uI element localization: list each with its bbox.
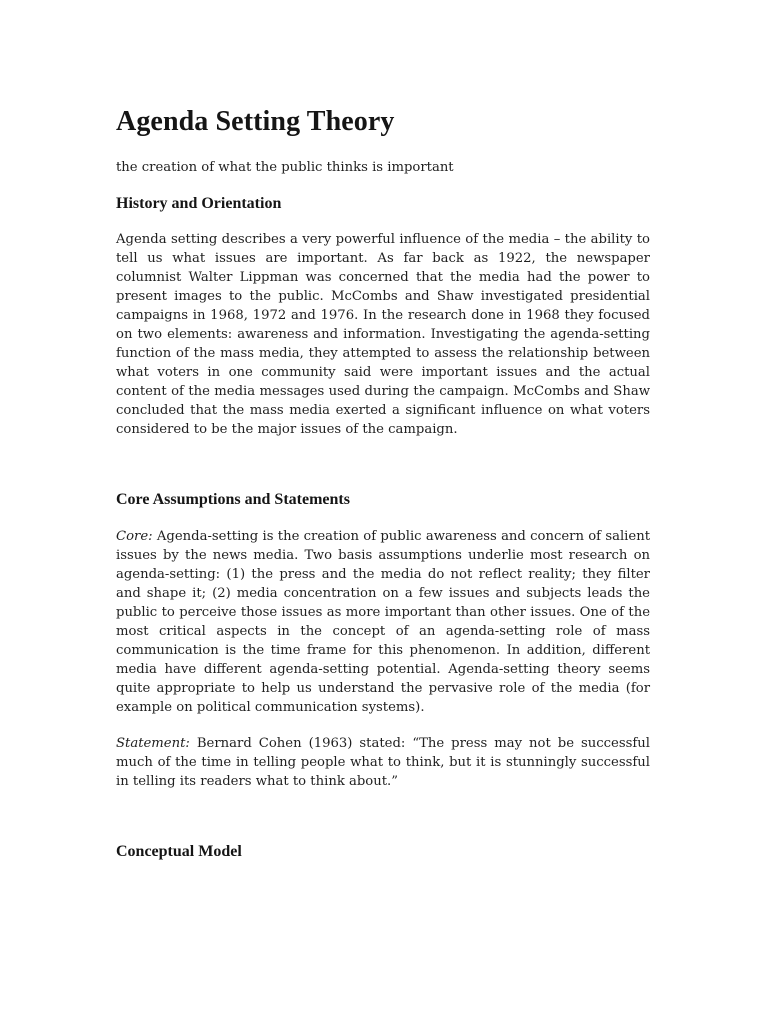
statement-text: Bernard Cohen (1963) stated: “The press may not be successful much of the time in telling people what to think, but it is stunningly successful in telling its readers what to think about.” (116, 736, 650, 789)
history-paragraph: Agenda setting describes a very powerful influence of the media – the ability to tell us what issues are important. As far back as 1922, the newspaper columnist Walter Lippman was concerned that the media had the power to present images to the public. McCombs and Shaw investigated presidential campaigns in 1968, 1972 and 1976. In the research done in 1968 they focused on two elements: awareness and information. Investigating the agenda-setting function of the mass media, they attempted to assess the relationship between what voters in one community said were important issues and the actual content of the media messages used during the campaign. McCombs and Shaw concluded that the mass media exerted a significant influence on what voters considered to be the major issues of the campaign. (116, 232, 650, 437)
section-heading-conceptual-model: Conceptual Model (116, 843, 242, 860)
core-text: Agenda-setting is the creation of public awareness and concern of salient issues by the news media. Two basis assumptions underlie most research on agenda-setting: (1) the press and the media do not reflect reality; they filter and shape it; (2) media concentration on a few issues and subjects leads the public to perceive those issues as more important than other issues. One of the most critical aspects in the concept of an agenda-setting role of mass communication is the time frame for this phenomenon. In addition, different media have different agenda-setting potential. Agenda-setting theory seems quite appropriate to help us understand the pervasive role of the media (for example on political communication systems). (116, 529, 650, 715)
document-subtitle: the creation of what the public thinks is important (116, 160, 454, 175)
document-page (116, 104, 650, 862)
section-heading-history: History and Orientation (116, 195, 282, 212)
section-heading-core-assumptions: Core Assumptions and Statements (116, 491, 350, 508)
statement-paragraph (116, 734, 650, 791)
document-title: Agenda Setting Theory (116, 106, 395, 137)
core-label: Core: (116, 529, 153, 544)
core-paragraph (116, 527, 650, 717)
statement-label: Statement: (116, 736, 190, 751)
